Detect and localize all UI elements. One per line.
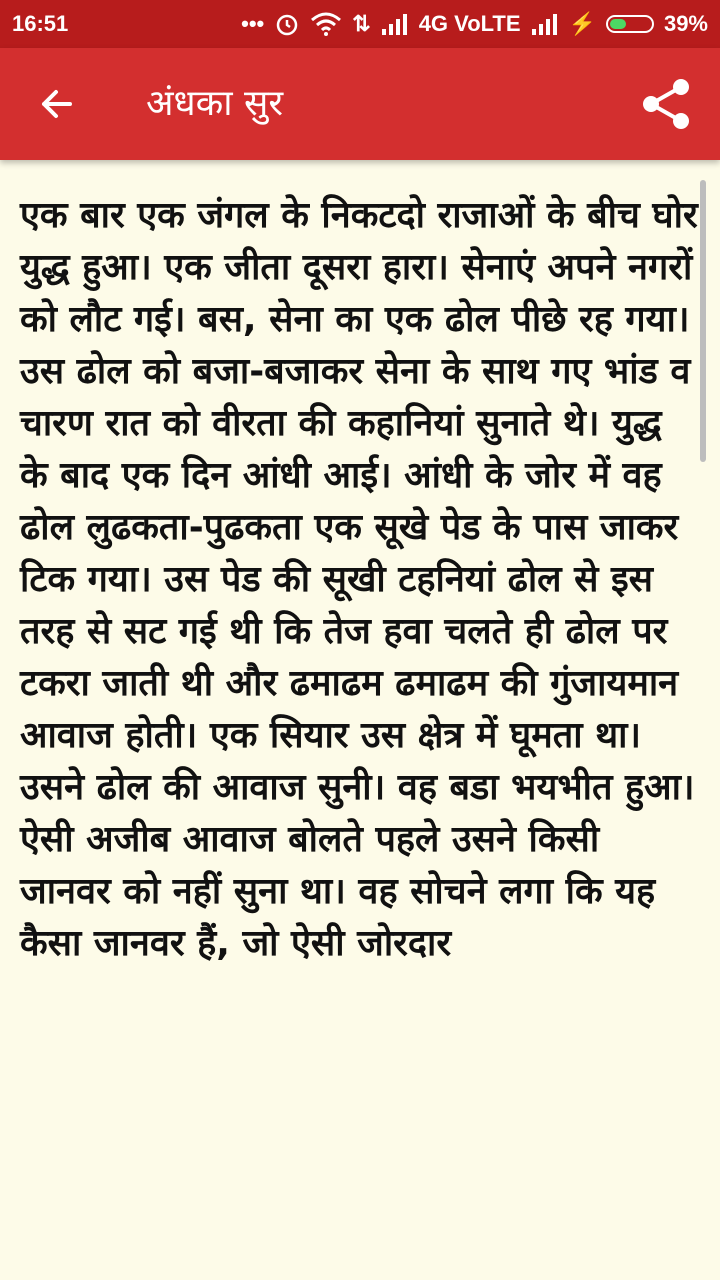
arrow-left-icon — [36, 84, 76, 124]
page-title: अंधका सुर — [146, 83, 284, 124]
wifi-icon — [310, 12, 342, 36]
charging-icon: ⚡ — [568, 11, 596, 36]
share-button[interactable] — [632, 70, 700, 138]
status-time: 16:51 — [12, 11, 69, 36]
battery-icon — [606, 15, 654, 33]
data-arrows-icon: ⇅ — [352, 11, 371, 36]
app-bar — [0, 48, 720, 160]
signal-icon — [381, 13, 409, 35]
back-button[interactable] — [26, 74, 86, 134]
alarm-icon — [274, 11, 300, 37]
story-content[interactable] — [0, 160, 720, 1160]
story-text: एक बार एक जंगल के निकटदो राजाओं के बीच घोर युद्ध हुआ। एक जीता दूसरा हारा। सेनाएं अपने नगरों को लौट गई। बस, सेना का एक ढोल पीछे रह गया। उस ढोल को बजा-बजाकर सेना के साथ गए भांड व चारण रात को वीरता की कहानियां सुनाते थे। युद्ध के बाद एक दिन आंधी आई। आंधी के जोर में वह ढोल लुढकता-पुढकता एक सूखे पेड के पास जाकर टिक गया। उस पेड की सूखी टहनियां ढोल से इस तरह से सट गई थी कि तेज हवा चलते ही ढोल पर टकरा जाती थी और ढमाढम ढमाढम की गुंजायमान आवाज होती। एक सियार उस क्षेत्र में घूमता था। उसने ढोल की आवाज सुनी। वह बडा भयभीत हुआ। ऐसी अजीब आवाज बोलते पहले उसने किसी जानवर को नहीं सुना था। वह सोचने लगा कि यह कैसा जानवर हैं, जो ऐसी जोरदार — [20, 195, 698, 964]
battery-fill — [610, 19, 626, 29]
status-bar — [0, 0, 720, 48]
more-dots-icon: ••• — [241, 11, 265, 36]
signal-icon-2 — [531, 13, 559, 35]
status-icons — [241, 11, 708, 37]
battery-percent: 39% — [663, 11, 708, 36]
share-icon — [639, 77, 693, 131]
scrollbar[interactable] — [700, 180, 706, 462]
network-type: 4G VoLTE — [418, 11, 521, 36]
